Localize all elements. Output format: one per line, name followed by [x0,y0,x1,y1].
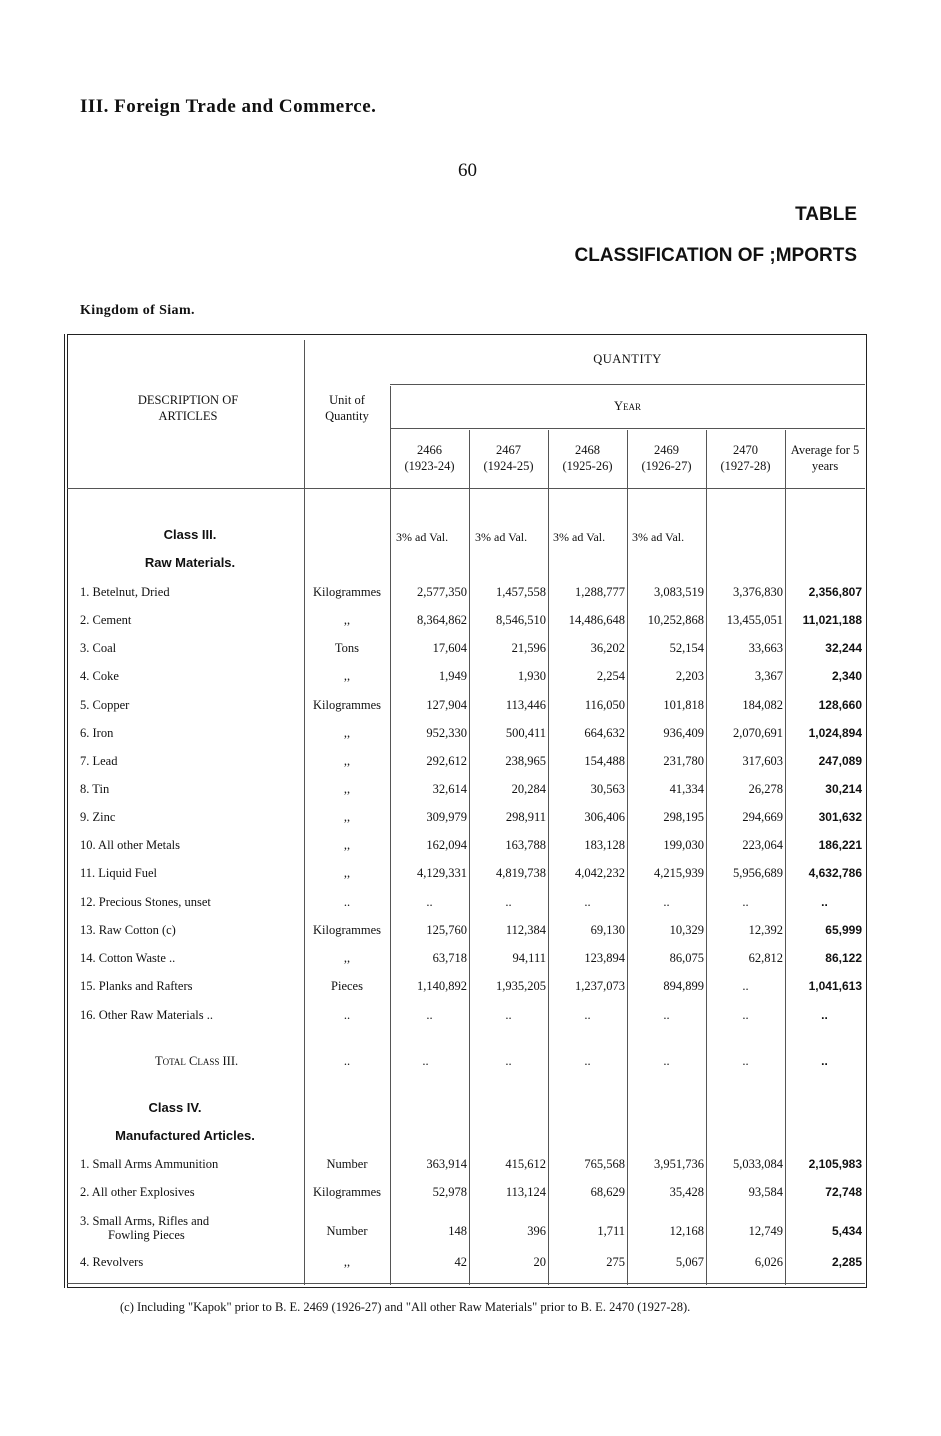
row-unit: ,, [343,754,351,768]
cell: 8,546,510 [496,613,546,627]
cell: 12,168 [669,1224,704,1238]
cell: 10,252,868 [647,613,704,627]
cell: 32,244 [825,641,862,655]
cell: 1,140,892 [417,979,467,993]
cell: 52,978 [432,1185,467,1199]
cell: 3,951,736 [654,1157,704,1171]
cell: 306,406 [584,810,625,824]
cell: 2,105,983 [808,1157,862,1171]
row-unit: Kilogrammes [312,1185,382,1199]
header-description: DESCRIPTION OF ARTICLES [137,393,239,423]
cell: 17,604 [432,641,467,655]
table-row [0,921,941,941]
cell: 86,075 [669,951,704,965]
cell: .. [584,1008,591,1022]
row-label: 4. Coke [80,669,119,683]
row-label: 12. Precious Stones, unset [80,895,211,909]
cell: 186,221 [818,838,862,852]
row-label: 4. Revolvers [80,1255,144,1269]
year-be: 2467 [496,443,521,457]
cell: .. [663,1054,670,1068]
cell: .. [505,895,512,909]
cell: 1,457,558 [496,585,546,599]
table-row [0,977,941,997]
row-unit: Tons [334,641,360,655]
row-label: 10. All other Metals [80,838,180,852]
row-label: 13. Raw Cotton (c) [80,923,176,937]
class3-subtitle: Raw Materials. [144,555,236,570]
cell: 26,278 [748,782,783,796]
cell: 223,064 [742,838,783,852]
cell: 2,356,807 [808,585,862,599]
cell: .. [584,1054,591,1068]
row-label: 6. Iron [80,726,114,740]
cell: 162,094 [426,838,467,852]
cell: 309,979 [426,810,467,824]
table-row [0,696,941,716]
row-label: 8. Tin [80,782,110,796]
cell: 116,050 [584,698,625,712]
cell: 765,568 [584,1157,625,1171]
header-year-2470 [706,442,785,474]
cell: 4,632,786 [808,866,862,880]
cell: 2,203 [675,669,704,683]
cell: 20 [533,1255,546,1269]
cell: 2,577,350 [417,585,467,599]
header-year: Year [613,399,642,413]
cell: .. [584,895,591,909]
cell: .. [742,979,749,993]
cell: .. [505,1054,512,1068]
cell: 42 [454,1255,467,1269]
cell: 1,041,613 [808,979,862,993]
cell: .. [663,895,670,909]
year-be: 2470 [733,443,758,457]
cell: 12,749 [748,1224,783,1238]
cell: 3,083,519 [654,585,704,599]
row-unit: ,, [343,669,351,683]
row-unit: Kilogrammes [312,585,382,599]
cell: 5,033,084 [733,1157,783,1171]
cell: 317,603 [742,754,783,768]
cell: 4,215,939 [654,866,704,880]
cell: 63,718 [432,951,467,965]
table-row [0,949,941,969]
year-ce: (1926-27) [641,459,692,473]
ad-valorem-note: 3% ad Val. [396,530,449,544]
cell: 298,911 [505,810,546,824]
row-label: 7. Lead [80,754,118,768]
cell: 101,818 [663,698,704,712]
cell: 2,070,691 [733,726,783,740]
row-label: 2. Cement [80,613,132,627]
cell: 184,082 [742,698,783,712]
year-be: 2466 [417,443,442,457]
cell: 12,392 [748,923,783,937]
cell: 4,129,331 [417,866,467,880]
row-label: 2. All other Explosives [80,1185,195,1199]
row-label: 3. Coal [80,641,117,655]
row-unit: .. [343,1054,351,1068]
cell: 163,788 [505,838,546,852]
row-unit: ,, [343,1255,351,1269]
cell: 93,584 [748,1185,783,1199]
table-row [0,1155,941,1175]
cell: 30,563 [590,782,625,796]
cell: 247,089 [818,754,862,768]
year-ce: (1927-28) [720,459,771,473]
row-label-cont: Fowling Pieces [108,1228,185,1242]
cell: .. [742,895,749,909]
cell: 20,284 [511,782,546,796]
cell: 952,330 [426,726,467,740]
cell: 52,154 [669,641,704,655]
cell: 2,340 [831,669,862,683]
header-year-2466 [390,442,469,474]
cell: 1,288,777 [575,585,625,599]
cell: 94,111 [512,951,546,965]
row-unit: Kilogrammes [312,923,382,937]
cell: 1,935,205 [496,979,546,993]
row-label: 3. Small Arms, Rifles and [80,1214,210,1228]
header-unit: Unit of Quantity [325,393,369,423]
row-label: 15. Planks and Rafters [80,979,193,993]
row-label: Total Class III. [155,1054,239,1068]
row-unit: Kilogrammes [312,698,382,712]
header-average: Average for 5 years [790,443,860,473]
cell: 238,965 [505,754,546,768]
row-unit: ,, [343,782,351,796]
cell: 199,030 [663,838,704,852]
cell: 2,285 [831,1255,862,1269]
row-unit: ,, [343,726,351,740]
cell: 8,364,862 [417,613,467,627]
table-row [0,724,941,744]
class4-title: Class IV. [148,1100,202,1115]
cell: .. [742,1008,749,1022]
cell: 11,021,188 [802,613,862,627]
row-label: 1. Small Arms Ammunition [80,1157,219,1171]
row-unit: Number [326,1157,368,1171]
classification-title: CLASSIFICATION OF ;MPORTS [574,245,857,266]
year-ce: (1925-26) [562,459,613,473]
rule [67,1283,865,1284]
cell: 14,486,648 [568,613,625,627]
section-title: III. Foreign Trade and Commerce. [80,96,377,117]
cell: 3,367 [754,669,783,683]
cell: 33,663 [748,641,783,655]
cell: 183,128 [584,838,625,852]
row-unit: .. [343,1008,351,1022]
cell: 112,384 [505,923,546,937]
cell: 275 [606,1255,625,1269]
kingdom-label: Kingdom of Siam. [80,303,195,318]
table-row [0,1183,941,1203]
row-unit: ,, [343,810,351,824]
cell: 298,195 [663,810,704,824]
table-row [0,864,941,884]
row-unit: ,, [343,951,351,965]
cell: 1,237,073 [575,979,625,993]
row-label: 9. Zinc [80,810,116,824]
row-unit: ,, [343,613,351,627]
table-row [0,836,941,856]
cell: 32,614 [432,782,467,796]
cell: 6,026 [754,1255,783,1269]
cell: 21,596 [511,641,546,655]
year-ce: (1923-24) [404,459,455,473]
cell: 35,428 [669,1185,704,1199]
cell: 3,376,830 [733,585,783,599]
cell: 36,202 [590,641,625,655]
row-unit: Number [326,1224,368,1238]
cell: 128,660 [818,698,862,712]
cell: 125,760 [426,923,467,937]
cell: 69,130 [590,923,625,937]
cell: 62,812 [748,951,783,965]
table-row-total [0,1052,941,1072]
header-quantity: QUANTITY [593,352,662,366]
footnote: (c) Including "Kapok" prior to B. E. 2469 (1926-27) and "All other Raw Materials" prior to B. E. 2470 (1927-28). [120,1300,691,1314]
row-unit: Pieces [331,979,363,993]
year-ce: (1924-25) [483,459,534,473]
row-unit: ,, [343,838,351,852]
table-row [0,583,941,603]
year-be: 2468 [575,443,600,457]
cell: 123,894 [584,951,625,965]
cell: 894,899 [663,979,704,993]
cell: 148 [448,1224,467,1238]
rule [390,428,865,429]
cell: .. [742,1054,749,1068]
cell: 500,411 [505,726,546,740]
cell: 1,024,894 [808,726,862,740]
table-row [0,752,941,772]
class4-subtitle: Manufactured Articles. [115,1128,255,1143]
cell: 1,949 [438,669,467,683]
cell: 41,334 [669,782,704,796]
cell: 294,669 [742,810,783,824]
cell: 2,254 [596,669,625,683]
cell: .. [505,1008,512,1022]
cell: .. [821,1008,828,1022]
table-row [0,808,941,828]
cell: 10,329 [669,923,704,937]
cell: 68,629 [590,1185,625,1199]
cell: .. [663,1008,670,1022]
cell: 4,042,232 [575,866,625,880]
header-year-2467 [469,442,548,474]
cell: .. [426,895,433,909]
table-row [0,611,941,631]
header-year-2468 [548,442,627,474]
cell: 231,780 [663,754,704,768]
row-label: 1. Betelnut, Dried [80,585,170,599]
cell: .. [821,1054,828,1068]
row-label: 14. Cotton Waste .. [80,951,176,965]
cell: 13,455,051 [726,613,783,627]
row-unit: .. [343,895,351,909]
cell: 664,632 [584,726,625,740]
row-label: 16. Other Raw Materials .. [80,1008,213,1022]
cell: .. [422,1054,429,1068]
rule [67,488,865,489]
page-number: 60 [458,160,477,181]
cell: 936,409 [663,726,704,740]
cell: 30,214 [825,782,862,796]
cell: 65,999 [825,923,862,937]
header-year-2469 [627,442,706,474]
cell: 292,612 [426,754,467,768]
row-unit: ,, [343,866,351,880]
cell: 1,930 [517,669,546,683]
row-label: 11. Liquid Fuel [80,866,157,880]
cell: 5,434 [831,1224,862,1238]
cell: 4,819,738 [496,866,546,880]
year-be: 2469 [654,443,679,457]
cell: 415,612 [505,1157,546,1171]
cell: 113,124 [505,1185,546,1199]
ad-valorem-note: 3% ad Val. [632,530,685,544]
rule [390,384,865,385]
cell: 154,488 [584,754,625,768]
table-row [0,1212,941,1242]
cell: 127,904 [426,698,467,712]
table-row [0,639,941,659]
cell: 5,956,689 [733,866,783,880]
table-row [0,1253,941,1273]
cell: 72,748 [825,1185,862,1199]
cell: 1,711 [597,1224,625,1238]
cell: 113,446 [505,698,546,712]
cell: .. [426,1008,433,1022]
ad-valorem-note: 3% ad Val. [553,530,606,544]
cell: 5,067 [675,1255,704,1269]
cell: 86,122 [825,951,862,965]
table-row [0,893,941,913]
cell: 363,914 [426,1157,467,1171]
row-label: 5. Copper [80,698,130,712]
ad-valorem-note: 3% ad Val. [475,530,528,544]
table-row [0,1006,941,1026]
table-row [0,667,941,687]
cell: 396 [527,1224,546,1238]
cell: .. [821,895,828,909]
table-row [0,780,941,800]
cell: 301,632 [818,810,862,824]
class3-title: Class III. [163,527,217,542]
table-label: TABLE [795,204,857,225]
